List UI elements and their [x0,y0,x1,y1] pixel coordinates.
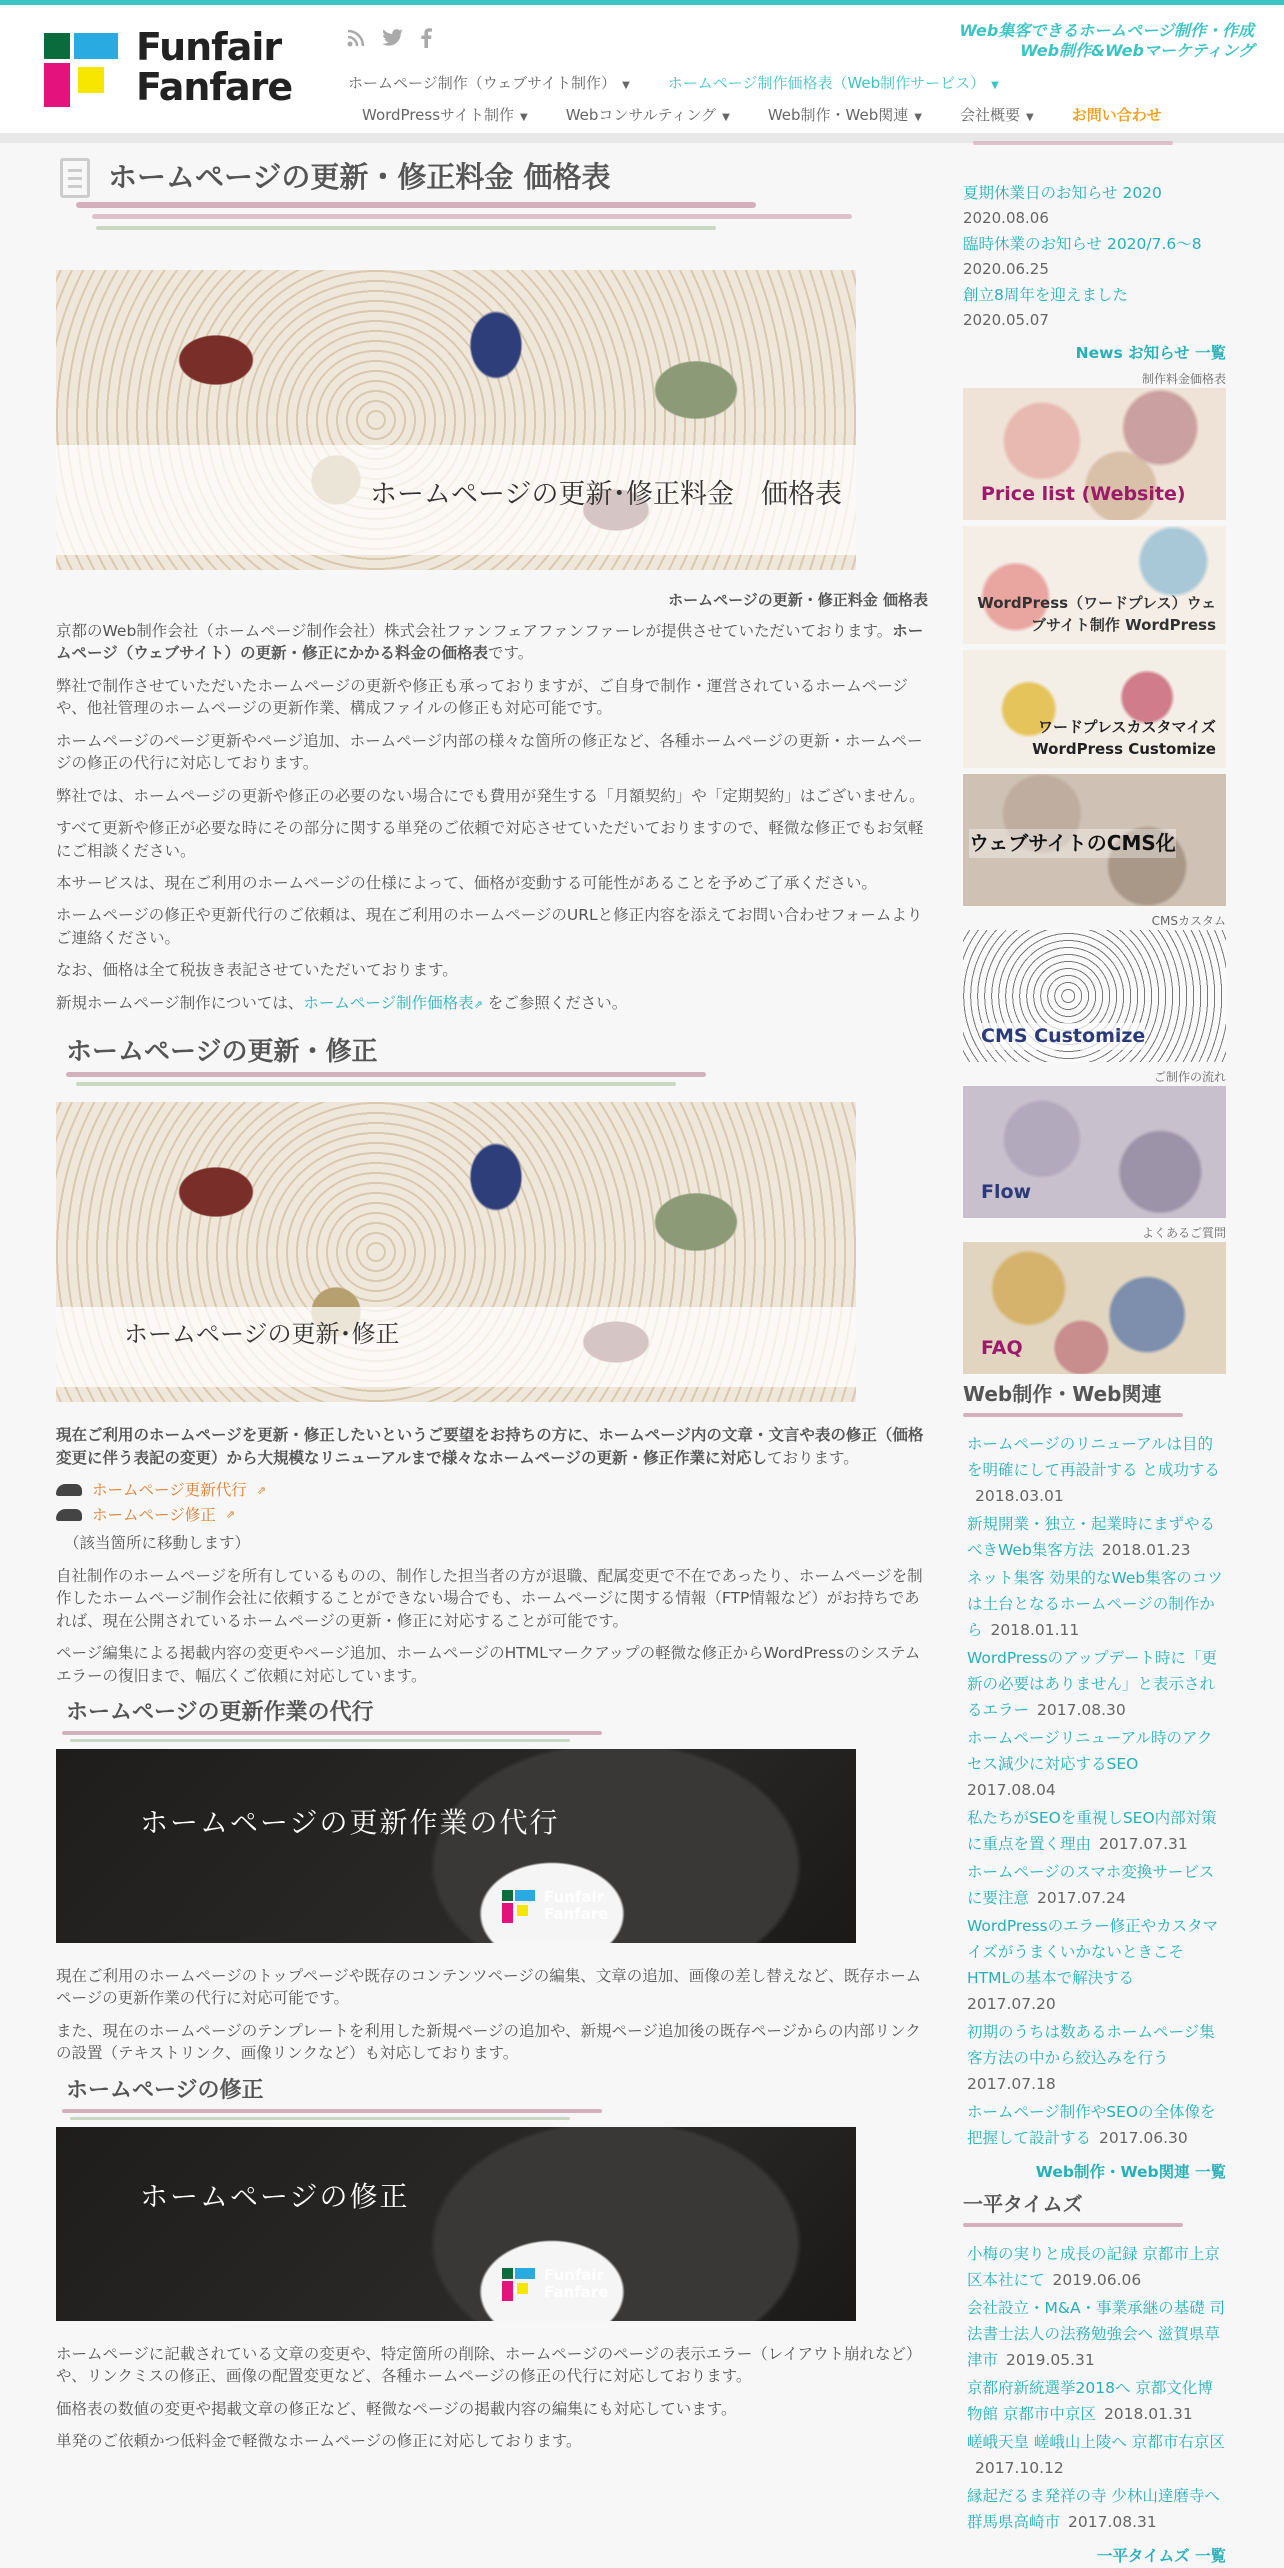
web-related-item[interactable] [967,1645,1226,1723]
caret-down-icon: ▼ [622,80,630,91]
flow-thumb[interactable] [963,1086,1226,1218]
item-date: 2017.07.24 [1037,1889,1126,1908]
update-agency-image [56,1749,856,1943]
mini-logo-line-2: Fanfare [544,1905,609,1923]
paragraph: 価格表の数値の変更や掲載文章の修正など、軽微なページの掲載内容の編集にも対応しています。 [56,2399,737,2418]
section-heading-block [56,1034,928,1094]
item-title: ホームページのスマホ変換サービスに要注意 [967,1863,1215,1908]
paragraph: ホームページに記載されている文章の変更や、特定箇所の削除、ホームページのページの表示エラー（レイアウト崩れなど）や、リンクミスの修正、画像の配置変更など、各種ホームページの修正の代行に対応しております。 [56,2344,922,2386]
item-date: 2018.01.31 [1103,2404,1193,2423]
social-links [346,27,432,56]
item-date: 2017.07.31 [1099,1835,1188,1854]
thumb-label: Price list (Website) [981,482,1186,505]
nav-item-contact[interactable]: お問い合わせ [1071,106,1162,124]
anchor-link-fix[interactable] [56,1504,928,1526]
times-item[interactable] [967,2483,1226,2535]
paragraph: なお、価格は全て税抜き表記させていただいております。 [56,961,458,980]
web-related-item[interactable] [967,1913,1226,2017]
price-list-link[interactable]: ホームページ制作価格表 [303,993,474,1012]
document-icon [60,158,90,198]
item-title: 京都府新統選挙2018へ 京都文化博物館 京都市中京区 [967,2378,1213,2423]
mini-logo-line-2: Fanfare [544,2282,609,2301]
brush-stroke [963,2223,1183,2227]
nav-label: Web制作・Web関連 [767,106,909,124]
fix-image [56,2127,856,2321]
banner-title: ホームページの更新･修正 [124,1320,400,1349]
news-link[interactable]: 創立8周年を迎えました [963,286,1128,304]
news-list [963,181,1226,332]
item-title: 初期のうちは数あるホームページ集客方法の中から絞込みを行う [967,2023,1215,2068]
item-title: 会社設立・M&A・事業承継の基礎 司法書士法人の法務勉強会へ 滋賀県草津市 [967,2298,1225,2369]
thumb-caption: 制作料金価格表 [1141,372,1226,387]
item-title: WordPressのアップデート時に「更新の必要はありません」と表示されるエラー [967,1649,1218,1720]
nav-item-web-consulting[interactable] [566,105,730,127]
item-title: ネット集客 効果的なWeb集客のコツは土台となるホームページの制作から [967,1569,1223,1640]
anchor-link-update[interactable] [56,1479,928,1501]
intro-paragraph [56,620,928,665]
times-item[interactable] [967,2375,1226,2427]
web-related-item[interactable] [967,2099,1226,2151]
paragraph: 本サービスは、現在ご利用のホームページの仕様によって、価格が変動する可能性があることを予めご了承ください。 [56,873,877,892]
item-title: ホームページ制作やSEOの全体像を把握して設計する [967,2103,1216,2148]
rss-icon[interactable] [346,27,366,56]
item-date: 2018.01.23 [1101,1541,1191,1560]
caret-down-icon: ▼ [722,112,730,123]
item-title: 縁起だるま発祥の寺 少林山達磨寺へ 群馬県高崎市 [967,2486,1220,2531]
item-date: 2017.07.18 [967,2075,1056,2094]
web-related-more-link[interactable]: Web制作・Web関連 一覧 [1035,2163,1226,2182]
web-related-item[interactable] [967,1565,1226,1643]
lead-bold: 現在ご利用のホームページを更新・修正したいというご要望をお持ちの方に、ホームページ内の文章・文言や表の修正（価格変更に伴う表記の変更）から大規模なリニューアルまで様々なホームページの更新・修正作業に対応し [56,1426,924,1467]
paragraph: すべて更新や修正が必要な時にその部分に関する単発のご依頼で対応させていただいておりますので、軽微な修正でもお気軽にご相談ください。 [56,819,924,860]
brush-stroke [92,214,852,219]
item-date: 2018.01.11 [990,1621,1080,1640]
thumb-label: WordPress（ワードプレス）ウェブサイト制作 WordPress [977,593,1216,634]
nav-item-wordpress[interactable] [362,105,528,127]
mini-logo [502,2265,612,2305]
item-date: 2017.07.20 [967,1995,1056,2014]
times-item[interactable] [967,2295,1226,2373]
nav-label: 会社概要 [959,106,1020,124]
nav-label: WordPressサイト制作 [362,106,514,124]
brush-stroke [70,2117,570,2120]
web-related-item[interactable] [967,1859,1226,1911]
logo-blue-square [74,33,118,59]
banner-title: ホームページの修正 [140,2179,410,2213]
bullet-note: （該当箇所に移動します） [64,1534,251,1553]
item-title: 嵯峨天皇 嵯峨山上陵へ 京都市右京区 [967,2432,1225,2451]
banner-title: ホームページの更新作業の代行 [140,1806,560,1839]
external-link-icon: ⇗ [473,997,483,1011]
paragraph: 単発のご依頼かつ低料金で軽微なホームページの修正に対応しております。 [56,2432,582,2451]
nav-label: Webコンサルティング [565,106,717,124]
faq-thumb[interactable] [963,1242,1226,1374]
nav-item-web-related[interactable] [768,105,922,127]
web-related-item[interactable] [967,2019,1226,2097]
text: 新規ホームページ制作については、 [56,993,304,1012]
times-item[interactable] [967,2429,1226,2481]
thumb-label: FAQ [981,1336,1023,1359]
item-title: ホームページリニューアル時のアクセス減少に対応するSEO [967,1729,1213,1774]
new-site-paragraph [56,992,928,1014]
web-related-item[interactable] [967,1725,1226,1803]
shoe-icon [56,1484,82,1496]
paragraph: ホームページのページ更新やページ追加、ホームページ内部の様々な箇所の修正など、各種ホームページの更新・ホームページの修正の代行に対応しております。 [56,731,923,773]
thumb-label: ウェブサイトのCMS化 [969,829,1176,858]
news-date: 2020.05.07 [963,311,1049,329]
page-title-block [56,150,928,250]
item-date: 2017.06.30 [1099,2129,1188,2148]
nav-label: ホームページ制作（ウェブサイト制作） [348,74,617,92]
thumb-caption: よくあるご質問 [1141,1226,1226,1241]
page-title: ホームページの更新・修正料金 価格表 [108,160,611,194]
thumb-label: ワードプレスカスタマイズ WordPress Customize [1032,717,1216,758]
main-nav-row-2 [362,105,1162,127]
times-more-link[interactable]: 一平タイムズ 一覧 [1096,2546,1226,2565]
times-heading: 一平タイムズ [963,2191,1083,2216]
item-title: WordPressのエラー修正やカスタマイズがうまくいかないときこそHTMLの基本で解決する [967,1917,1219,1988]
brush-stroke [62,1731,602,1735]
caret-down-icon: ▼ [914,112,922,123]
times-item[interactable] [967,2241,1226,2293]
news-more-link[interactable]: News お知らせ 一覧 [1075,344,1226,362]
shoe-icon [56,1509,82,1521]
nav-item-company[interactable] [960,105,1034,127]
news-link[interactable]: 臨時休業のお知らせ 2020/7.6～8 [963,235,1202,253]
thumb-caption: CMSカスタム [1151,914,1226,929]
logo-magenta-square [44,63,70,107]
logo-line-2: Fanfare [136,65,293,109]
wordpress-customize-thumb[interactable] [963,650,1226,768]
item-title: 私たちがSEOを重視しSEO内部対策に重点を置く理由 [967,1809,1217,1854]
wordpress-site-thumb[interactable] [963,526,1226,644]
news-date: 2020.08.06 [963,209,1049,227]
subsection-heading-block [56,2075,928,2127]
item-date: 2019.06.06 [1052,2270,1142,2289]
brush-stroke [66,1072,706,1077]
brush-stroke [70,1739,570,1742]
update-banner-image [56,1102,856,1402]
brush-stroke [76,202,756,208]
nav-label: ホームページ制作価格表（Web制作サービス） [667,74,986,92]
image-caption: ホームページの更新・修正料金 価格表 [668,591,928,609]
logo-green-square [44,33,70,59]
logo-line-1: Funfair [136,25,282,69]
section-lead [56,1424,928,1469]
intro-bold: ホームページ（ウェブサイト）の更新・修正にかかる料金の価格表 [56,621,924,663]
caret-down-icon: ▼ [991,80,999,91]
brush-stroke [96,226,716,230]
nav-item-homepage-production[interactable] [348,73,630,95]
bullet-label: ホームページ更新代行 [92,1481,247,1500]
item-date: 2019.05.31 [1006,2350,1095,2369]
item-title: 小梅の実りと成長の記録 京都市上京区本社にて [967,2244,1220,2289]
paragraph: また、現在のホームページのテンプレートを利用した新規ページの追加や、新規ページ追加後の既存ページからの内部リンクの設置（テキストリンク、画像リンクなど）も対応しております。 [56,2021,921,2063]
main-content [56,150,928,2463]
web-related-list [963,1431,1226,2151]
site-logo[interactable] [44,25,293,113]
site-header [0,5,1284,143]
bullet-label: ホームページ修正 [92,1505,216,1524]
brush-stroke [62,2109,602,2113]
twitter-icon[interactable] [382,27,404,56]
nav-item-price-list[interactable] [668,73,999,95]
paragraph: 現在ご利用のホームページのトップページや既存のコンテンツページの編集、文章の追加、画像の差し替えなど、既存ホームページの更新作業の代行に対応可能です。 [56,1967,922,2008]
cms-thumb[interactable] [963,774,1226,906]
text: をご参照ください。 [482,993,628,1012]
section-heading: ホームページの更新・修正 [66,1037,378,1068]
mini-logo-line-1: Funfair [544,2265,605,2284]
external-link-icon: ⇗ [225,1507,235,1521]
paragraph: ホームページの修正や更新代行のご依頼は、現在ご利用のホームページのURLと修正内容を添えてお問い合わせフォームよりご連絡ください。 [56,906,923,947]
main-nav-row-1 [348,73,999,95]
thumb-label: Flow [981,1180,1032,1203]
caret-down-icon: ▼ [519,112,528,123]
price-banner-image [56,270,856,570]
item-date: 2017.08.04 [967,1781,1056,1800]
brush-stroke [76,1082,676,1086]
web-related-item[interactable] [967,1805,1226,1857]
item-date: 2017.08.31 [1068,2512,1157,2531]
site-tagline [959,21,1254,61]
caret-down-icon: ▼ [1025,112,1034,123]
lead-tail: ております。 [767,1448,859,1467]
item-date: 2017.08.30 [1037,1701,1126,1720]
tagline-line-2: Web制作&Webマーケティング [1020,41,1254,60]
web-related-item[interactable] [967,1511,1226,1563]
web-related-heading: Web制作・Web関連 [963,1382,1162,1407]
news-date: 2020.06.25 [963,260,1049,278]
logo-yellow-square [78,67,104,93]
tagline-line-1: Web集客できるホームページ制作・作成 [959,21,1254,40]
banner-title: ホームページの更新･修正料金 価格表 [370,479,842,510]
brush-stroke [973,141,1173,145]
subsection-heading: ホームページの修正 [66,2077,264,2103]
cms-customize-thumb[interactable] [963,930,1226,1062]
paragraph: ページ編集による掲載内容の変更やページ追加、ホームページのHTMLマークアップの軽微な修正からWordPressのシステムエラーの復旧まで、幅広くご依頼に対応しています。 [56,1644,921,1685]
thumb-label: CMS Customize [981,1023,1145,1051]
thumb-caption: ご制作の流れ [1153,1070,1226,1085]
web-related-item[interactable] [967,1431,1226,1509]
external-link-icon: ⇗ [256,1483,266,1497]
paragraph: 自社制作のホームページを所有しているものの、制作した担当者の方が退職、配属変更で不在であったり、ホームページを制作したホームページ制作会社に依頼することができない場合でも、ホームページに関する情報（FTP情報など）がお持ちであれば、現在公開されているホームページの更新・修正に対応することが可能です。 [56,1566,923,1630]
sidebar [963,143,1226,2568]
brush-stroke [963,1413,1183,1417]
news-link[interactable]: 夏期休業日のお知らせ 2020 [963,184,1162,202]
price-list-thumb[interactable] [963,388,1226,520]
facebook-icon[interactable] [420,27,432,56]
item-title: 新規開業・独立・起業時にまずやるべきWeb集客方法 [967,1515,1216,1560]
mini-logo-line-1: Funfair [544,1888,605,1906]
item-date: 2017.10.12 [975,2458,1064,2477]
mini-logo [502,1887,612,1927]
subsection-heading-block [56,1697,928,1749]
intro-text: 京都のWeb制作会社（ホームページ制作会社）株式会社ファンフェアファンファーレが提供させていただいております。 [56,621,893,640]
item-date: 2018.03.01 [975,1487,1064,1506]
times-list [963,2241,1226,2535]
paragraph: 弊社では、ホームページの更新や修正の必要のない場合にでも費用が発生する「月額契約」や「定期契約」はございません。 [56,786,925,805]
intro-tail: です。 [488,644,534,663]
item-title: ホームページのリニューアルは目的を明確にして再設計する と成功する [967,1435,1220,1480]
paragraph: 弊社で制作させていただいたホームページの更新や修正も承っておりますが、ご自身で制作・運営されているホームページや、他社管理のホームページの更新作業、構成ファイルの修正も対応可能です。 [56,676,908,718]
subsection-heading: ホームページの更新作業の代行 [66,1700,374,1725]
